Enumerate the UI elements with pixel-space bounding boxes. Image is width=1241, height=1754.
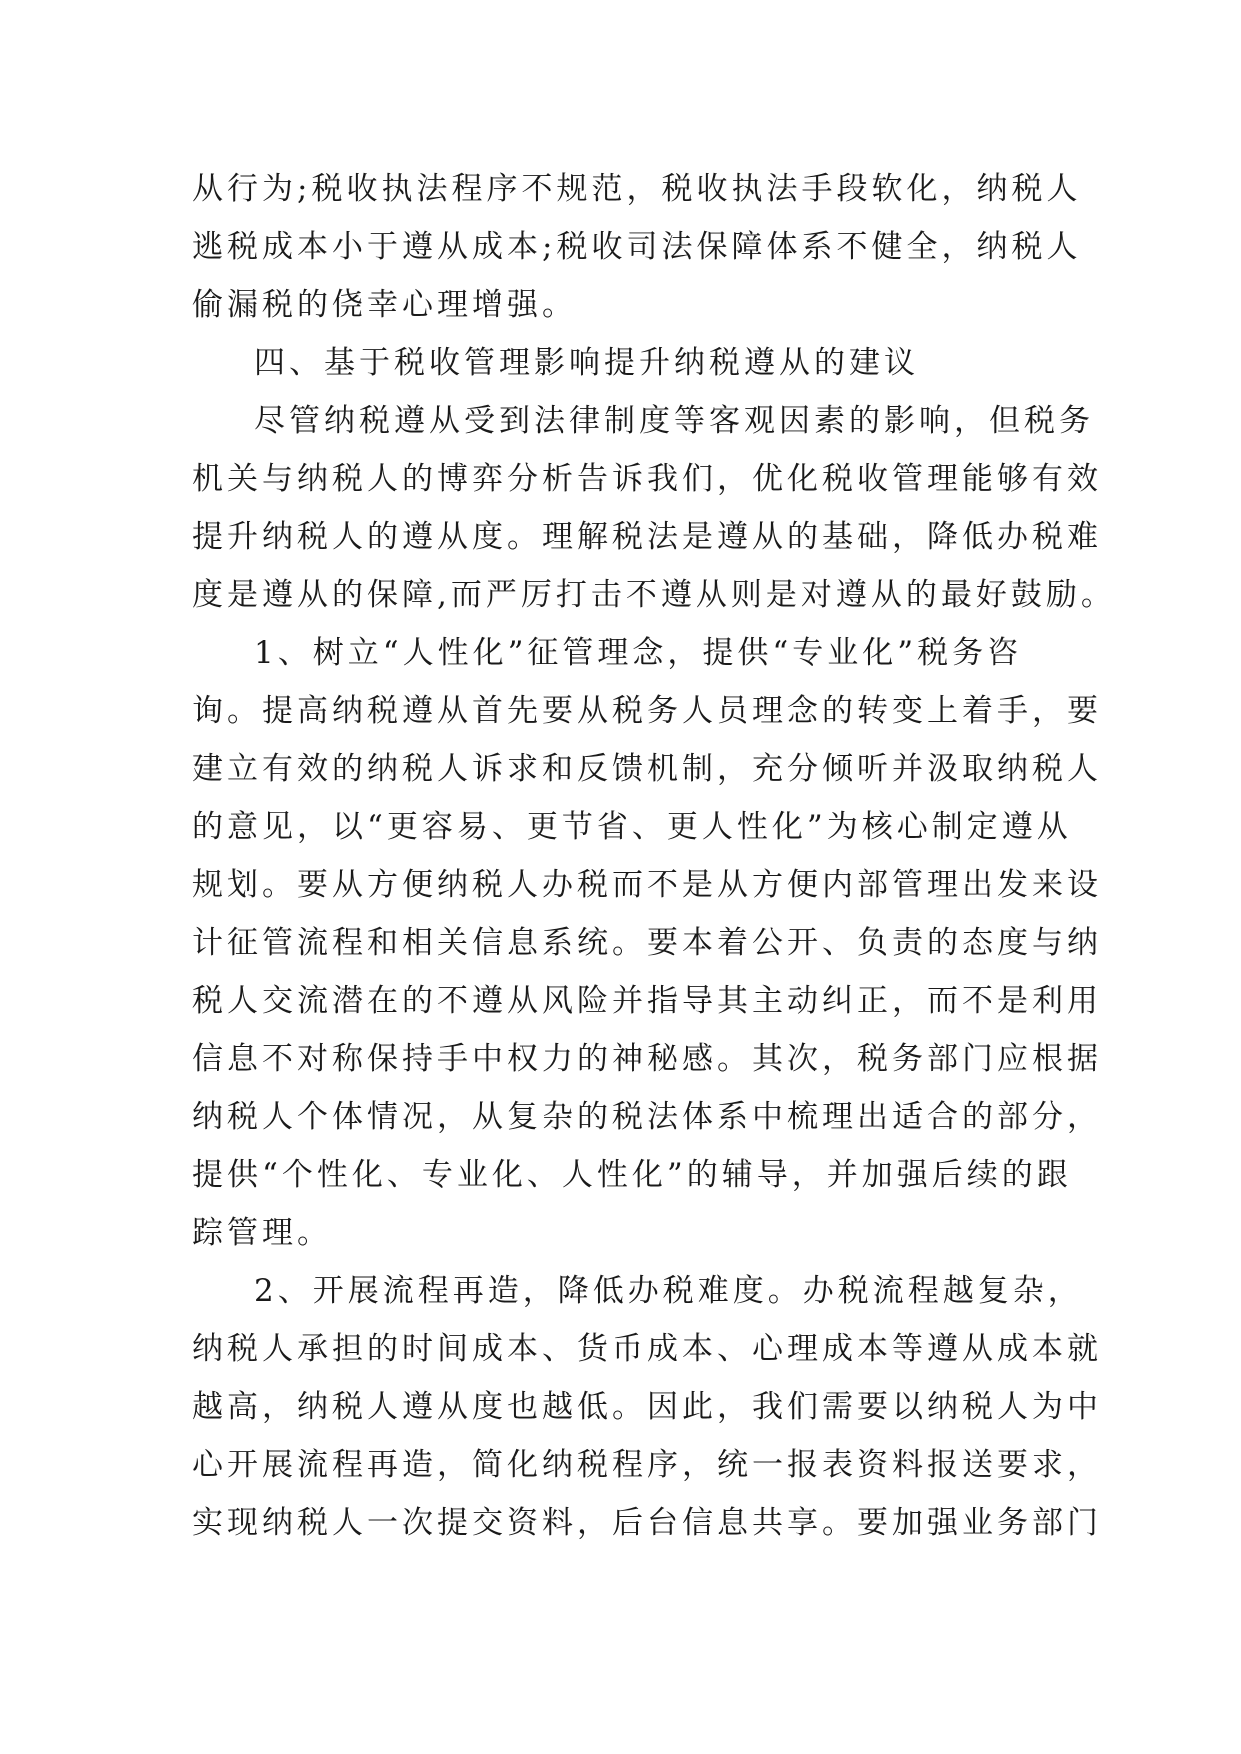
paragraph-line: 的意见，以“更容易、更节省、更人性化”为核心制定遵从 xyxy=(192,809,1072,845)
paragraph-line: 2、开展流程再造，降低办税难度。办税流程越复杂， xyxy=(254,1273,1083,1309)
paragraph-line: 心开展流程再造，简化纳税程序，统一报表资料报送要求， xyxy=(192,1447,1102,1483)
paragraph-line: 逃税成本小于遵从成本;税收司法保障体系不健全，纳税人 xyxy=(192,229,1082,265)
paragraph-line: 踪管理。 xyxy=(192,1215,332,1251)
paragraph-line: 1、树立“人性化”征管理念，提供“专业化”税务咨 xyxy=(254,635,1023,671)
paragraph-line: 从行为;税收执法程序不规范，税收执法手段软化，纳税人 xyxy=(192,171,1082,207)
paragraph-line: 度是遵从的保障,而严厉打击不遵从则是对遵从的最好鼓励。 xyxy=(192,577,1116,613)
paragraph-line: 规划。要从方便纳税人办税而不是从方便内部管理出发来设 xyxy=(192,867,1102,903)
paragraph-line: 提供“个性化、专业化、人性化”的辅导，并加强后续的跟 xyxy=(192,1157,1072,1193)
paragraph-line: 建立有效的纳税人诉求和反馈机制，充分倾听并汲取纳税人 xyxy=(192,751,1102,787)
paragraph-line: 实现纳税人一次提交资料，后台信息共享。要加强业务部门 xyxy=(192,1505,1102,1541)
paragraph-line: 越高，纳税人遵从度也越低。因此，我们需要以纳税人为中 xyxy=(192,1389,1102,1425)
paragraph-line: 询。提高纳税遵从首先要从税务人员理念的转变上着手，要 xyxy=(192,693,1102,729)
paragraph-line: 尽管纳税遵从受到法律制度等客观因素的影响，但税务 xyxy=(254,403,1094,439)
paragraph-line: 计征管流程和相关信息系统。要本着公开、负责的态度与纳 xyxy=(192,925,1102,961)
paragraph-line: 信息不对称保持手中权力的神秘感。其次，税务部门应根据 xyxy=(192,1041,1102,1077)
paragraph-line: 提升纳税人的遵从度。理解税法是遵从的基础，降低办税难 xyxy=(192,519,1102,555)
document-body xyxy=(192,160,1116,1552)
paragraph-line: 税人交流潜在的不遵从风险并指导其主动纠正，而不是利用 xyxy=(192,983,1102,1019)
paragraph-line: 偷漏税的侥幸心理增强。 xyxy=(192,287,577,323)
paragraph-line: 纳税人个体情况，从复杂的税法体系中梳理出适合的部分， xyxy=(192,1099,1102,1135)
paragraph-line: 机关与纳税人的博弈分析告诉我们，优化税收管理能够有效 xyxy=(192,461,1102,497)
paragraph-line: 纳税人承担的时间成本、货币成本、心理成本等遵从成本就 xyxy=(192,1331,1102,1367)
section-heading: 四、基于税收管理影响提升纳税遵从的建议 xyxy=(254,345,919,381)
